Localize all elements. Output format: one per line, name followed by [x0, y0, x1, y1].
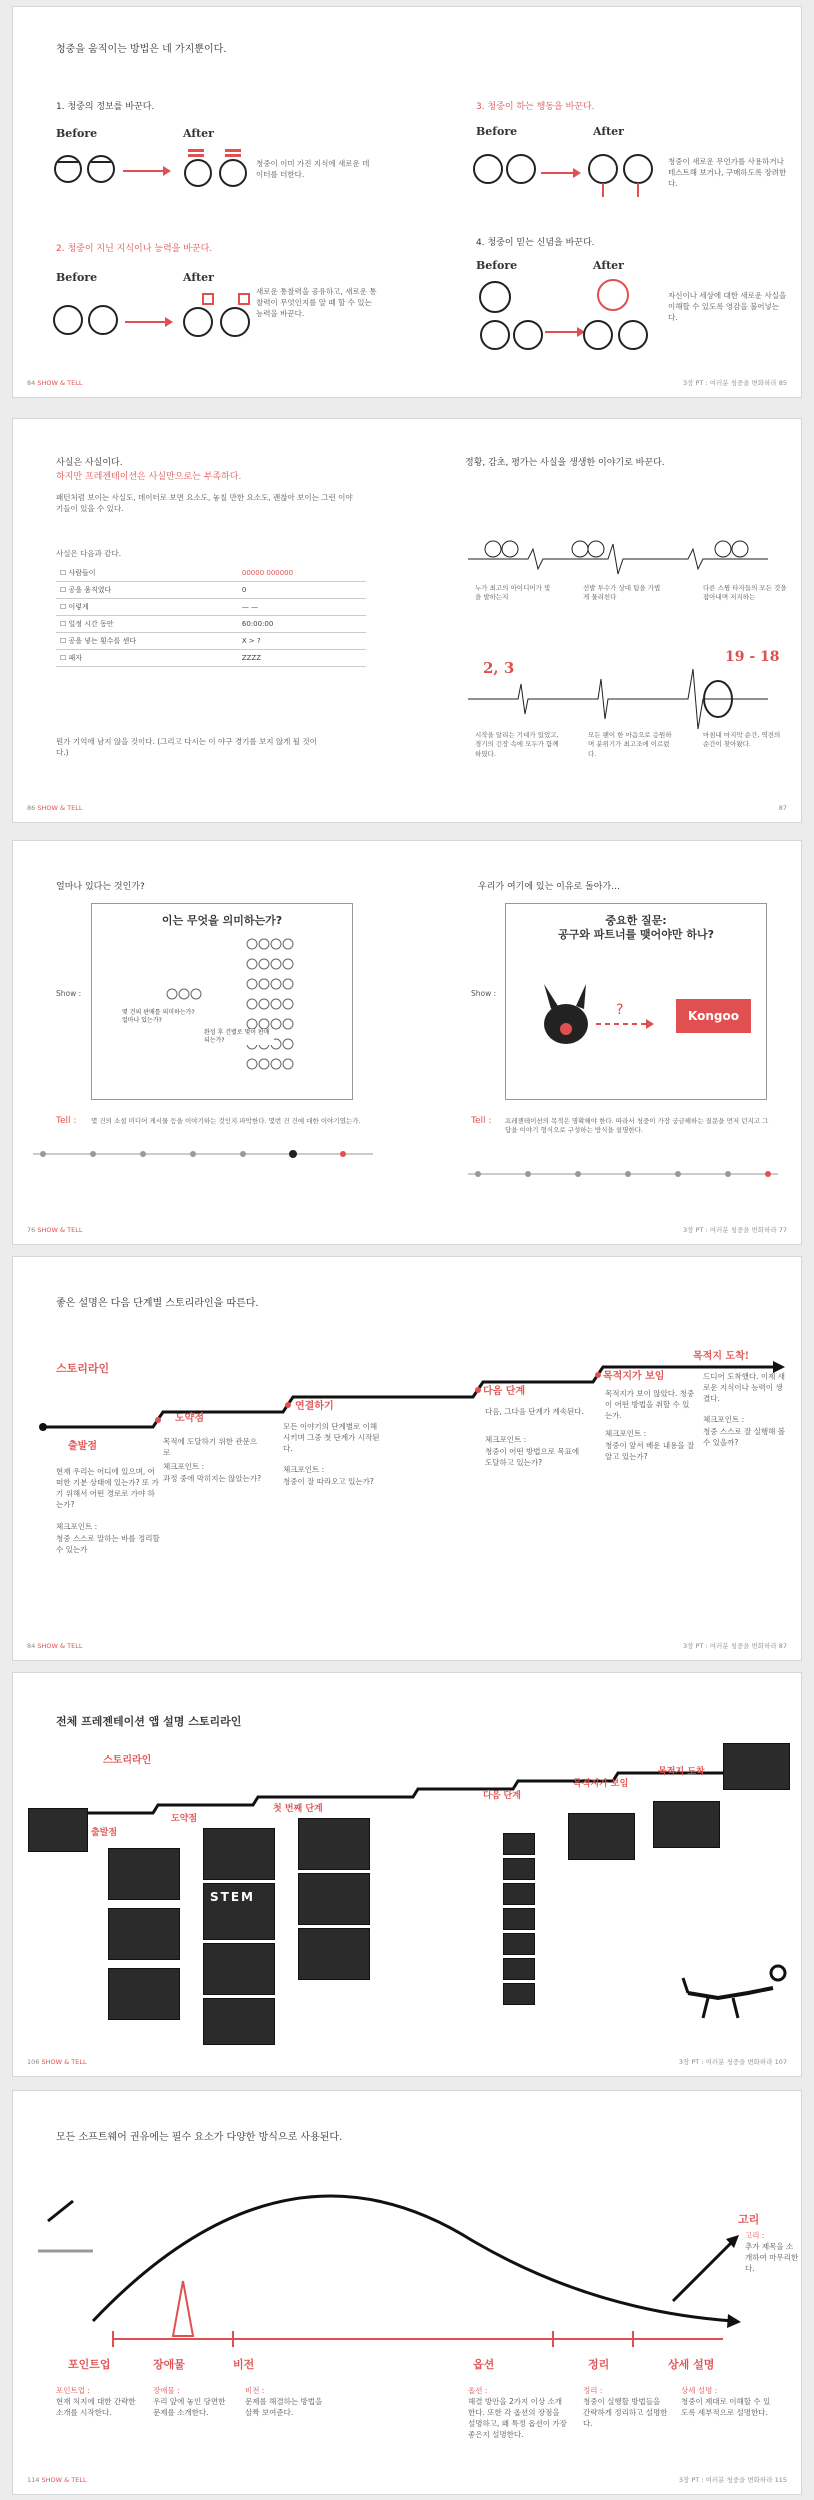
slide-thumbnail [503, 1858, 535, 1880]
slide-thumbnail [568, 1813, 635, 1860]
tell-label-right: Tell : [471, 1116, 492, 1126]
slide-thumbnail [28, 1808, 88, 1852]
facts-checklist [56, 565, 366, 667]
label-destination-arrived: 목적지 도착! [693, 1351, 750, 1362]
folio-right: 3장 PT : 여러분 청중을 변화하라 85 [683, 379, 787, 387]
slide-thumbnail [108, 1968, 180, 2020]
arc-label-summary: 정리 [588, 2358, 610, 2371]
check-label-6: 체크포인트 : [703, 1415, 745, 1424]
slide-thumbnail [298, 1873, 370, 1925]
after-label-4: After [593, 259, 624, 272]
slide-thumbnail [503, 1958, 535, 1980]
step-text-4: 다음, 그다음 단계가 계속된다. [485, 1407, 584, 1416]
label-next-step: 다음 단계 [483, 1386, 526, 1397]
folio-left: 86 SHOW & TELL [27, 804, 83, 812]
tell-label: Tell : [56, 1116, 77, 1126]
heading-facts: 사실은 사실이다. [56, 458, 123, 468]
item-2-title: 2. 청중이 지닌 지식이나 능력을 바꾼다. [56, 244, 213, 254]
after-label: After [183, 127, 214, 140]
slide-important-question [505, 903, 767, 1100]
label-jump: 도약점 [175, 1413, 204, 1424]
slide-note-2: 완성 후 건별로 몇이 판매되는가? [204, 1029, 274, 1045]
progress-timeline-left [33, 1146, 393, 1166]
slide-note-1: 몇 건의 판매를 의미하는가? 얼마나 있는가? [122, 1009, 195, 1024]
elements-heading: 모든 소프트웨어 권유에는 필수 요소가 다양한 방식으로 사용된다. [56, 2132, 343, 2143]
app-label-jump: 도약점 [171, 1814, 198, 1824]
rabbit-mascot-icon [536, 984, 666, 1054]
slide-question-title-b: 공구와 파트너를 맺어야만 하나? [557, 928, 714, 941]
checklist-row: ☐ 사람들이 00000 000000 [56, 565, 366, 582]
check-text-6: 청중 스스로 잘 실행해 볼 수 있을까? [703, 1427, 785, 1447]
story-caption-5: 모든 팬이 한 마음으로 응원하며 분위기가 최고조에 이르렀다. [588, 731, 672, 758]
check-text-3: 청중이 잘 따라오고 있는가? [283, 1477, 374, 1486]
folio-left: 114 SHOW & TELL [27, 2476, 87, 2484]
story-caption-6: 마침내 마지막 순간, 역전의 순간이 찾아왔다. [703, 731, 781, 749]
arc-label-detail: 상세 설명 [668, 2358, 715, 2371]
folio-left: 84 SHOW & TELL [27, 1642, 83, 1650]
right-question: 우리가 여기에 있는 이유로 돌아가… [478, 882, 621, 892]
check-label-2: 체크포인트 : [163, 1462, 205, 1471]
intro-text: 청중을 움직이는 방법은 네 가지뿐이다. [56, 44, 227, 55]
folio-left: 106 SHOW & TELL [27, 2058, 87, 2066]
spread-2 [12, 418, 802, 823]
def-summary: 정리 : 청중이 실행할 방법들을 간략하게 정리하고 설명한다. [583, 2386, 668, 2428]
arc-label-options: 옵션 [473, 2358, 495, 2371]
item-3-desc: 청중이 새로운 무언가를 사용하거나 테스트해 보거나, 구매하도록 장려한다. [668, 157, 787, 188]
after-label-3: After [593, 125, 624, 138]
arc-label-vision: 비전 [233, 2358, 255, 2371]
spread-6 [12, 2090, 802, 2495]
left-tell-text: 몇 건의 소셜 미디어 게시물 등을 이야기하는 것인지 파악한다. 몇번 건 건에 대한 이야기였는가. [91, 1117, 361, 1125]
show-label: Show : [56, 989, 82, 998]
before-label: Before [56, 127, 98, 140]
stick-figure-leap-icon [678, 1953, 788, 2023]
heading-story: 정황, 감초, 평가는 사실을 생생한 이야기로 바꾼다. [465, 458, 665, 468]
slide-stem [203, 1883, 275, 1940]
check-text-5: 청중이 앞서 배운 내용을 잘 알고 있는가? [605, 1441, 695, 1461]
item-1-title: 1. 청중의 정보를 바꾼다. [56, 102, 155, 112]
folio-right: 87 [778, 804, 787, 812]
app-label-start: 출발점 [91, 1828, 118, 1838]
slide-thumbnail [723, 1743, 790, 1790]
show-label-right: Show : [471, 989, 497, 998]
app-label-visible: 목적지가 보임 [573, 1779, 629, 1789]
before-label-3: Before [476, 125, 518, 138]
step-text-2: 목적에 도달하기 위한 관문으로 [163, 1437, 258, 1457]
spread-1 [12, 6, 802, 398]
def-obstacle: 장애물 : 우리 앞에 놓인 당면한 문제를 소개한다. [153, 2386, 226, 2417]
step-text-5: 목적지가 보이 않았다. 청중이 어떤 방법을 취할 수 있는가. [605, 1389, 695, 1420]
folio-left: 84 SHOW & TELL [27, 379, 83, 387]
item-1-desc: 청중이 이미 가진 지식에 새로운 데이터를 더한다. [256, 159, 370, 179]
slide-meaning-title: 이는 무엇을 의미하는가? [161, 914, 283, 927]
spread-3 [12, 840, 802, 1245]
slide-thumbnail [503, 1833, 535, 1855]
spread-4 [12, 1256, 802, 1661]
label-destination-visible: 목적지가 보임 [603, 1371, 665, 1382]
def-vision: 비전 : 문제를 해결하는 방법을 살짝 보여준다. [245, 2386, 323, 2417]
step-text-3: 모든 이야기의 단계별로 이해시키며 그중 첫 단계가 시작된다. [283, 1422, 380, 1453]
face-illustration-3 [473, 145, 663, 200]
before-label-4: Before [476, 259, 518, 272]
slide-meaning [91, 903, 353, 1100]
arc-label-pointup: 포인트업 [68, 2358, 111, 2371]
item-2-desc: 새로운 통찰력을 공유하고, 새로운 통찰력이 무엇인지를 알 때 할 수 있는 능력을 바꾼다. [256, 287, 377, 318]
checklist-row: ☐ 공을 움직였다 0 [56, 582, 366, 599]
check-text-2: 과정 중에 막히지는 않았는가? [163, 1474, 262, 1483]
face-illustration-1 [53, 147, 253, 197]
progress-timeline-right [468, 1166, 798, 1186]
after-label-2: After [183, 271, 214, 284]
arc-label-loop: 고리 [738, 2213, 760, 2226]
slide-thumbnail [503, 1908, 535, 1930]
heading-not-enough: 하지만 프레젠테이션은 사실만으로는 부족하다. [56, 472, 242, 482]
slide-thumbnail [203, 1943, 275, 1995]
def-loop: 고리 : 추가 제목을 소개하여 마무리한다. [745, 2231, 799, 2273]
svg-text:?: ? [616, 1002, 624, 1018]
label-start: 출발점 [68, 1441, 97, 1452]
checklist-title: 사실은 다음과 같다. [56, 549, 122, 558]
check-text-1: 청중 스스로 말하는 바를 정리할 수 있는가 [56, 1534, 160, 1554]
left-question: 얼마나 있다는 것인가? [56, 882, 145, 892]
app-label-next-step: 다음 단계 [483, 1791, 521, 1801]
checklist-row: ☐ 공을 넣는 횟수를 센다 X > ? [56, 633, 366, 650]
arc-label-obstacle: 장애물 [153, 2358, 185, 2371]
folio-right: 3장 PT : 여러분 청중을 변화하라 107 [678, 2058, 787, 2066]
slide-thumbnail [203, 1828, 275, 1880]
slide-thumbnail [108, 1908, 180, 1960]
check-label-1: 체크포인트 : [56, 1522, 98, 1531]
slide-thumbnail [653, 1801, 720, 1848]
face-illustration-2 [53, 292, 253, 347]
slide-question-title-a: 중요한 질문: [605, 914, 667, 927]
folio-right: 3장 PT : 여러분 청중을 변화하라 115 [678, 2476, 787, 2484]
folio-right: 3장 PT : 여러분 청중을 변화하라 87 [683, 1642, 787, 1650]
check-label-4: 체크포인트 : [485, 1435, 527, 1444]
slide-thumbnail [298, 1928, 370, 1980]
before-label-2: Before [56, 271, 98, 284]
def-options: 옵션 : 해결 방안을 2가지 이상 소개한다. 또한 각 옵션의 장점을 설명하고, 왜 특정 옵션이 가장 좋은지 설명한다. [468, 2386, 567, 2439]
app-label-storyline: 스토리라인 [103, 1755, 152, 1766]
step-text-1: 현재 우리는 어디에 있으며, 어떠한 기분 상태에 있는가? 또 가기 위해서 어떤 경로로 가야 하는가? [56, 1467, 159, 1509]
checklist-row: ☐ 이렇게 — — [56, 599, 366, 616]
checklist-row: ☐ 일정 시간 동안 60:00:00 [56, 616, 366, 633]
app-label-first-step: 첫 번째 단계 [273, 1804, 323, 1814]
checklist-row: ☐ 패자 ZZZZ [56, 650, 366, 667]
story-caption-2: 선발 투수가 상대 팀을 가볍게 물리친다 [583, 584, 661, 602]
slide-stem-word: STEM [210, 1890, 255, 1904]
item-3-title: 3. 청중이 하는 행동을 바꾼다. [476, 102, 595, 112]
storyline-heading: 좋은 설명은 다음 단계별 스토리라인을 따른다. [56, 1298, 259, 1309]
story-caption-1: 누가 최고의 아이디어가 빛을 발하는지 [475, 584, 551, 602]
elements-arc-diagram [33, 2151, 793, 2361]
face-illustration-4 [473, 277, 663, 357]
story-caption-4: 시작을 알리는 기대가 있었고, 경기의 긴장 속에 모두가 함께하였다. [475, 731, 559, 758]
check-text-4: 청중이 어떤 방법으로 목표에 도달하고 있는가? [485, 1447, 580, 1467]
item-4-desc: 자신이나 세상에 대한 새로운 사실을 이해할 수 있도록 영감을 불어넣는다. [668, 291, 787, 322]
label-connect: 연결하기 [295, 1401, 334, 1412]
def-detail: 상세 설명 : 청중이 제대로 이해할 수 있도록 세부적으로 설명한다. [681, 2386, 771, 2417]
step-text-6: 드디어 도착했다. 이제 새로운 지식이나 능력이 생겼다. [703, 1372, 785, 1403]
folio-right: 3장 PT : 여러분 청중을 변화하라 77 [683, 1226, 787, 1234]
def-pointup: 포인트업 : 현재 처지에 대한 간략한 소개를 시작한다. [56, 2386, 136, 2417]
right-tell-text: 프레젠테이션의 목적은 명확해야 한다. 따라서 청중이 가장 궁금해하는 질문을 먼저 던지고 그 답을 이야기 형식으로 구성하는 방식을 설명한다. [505, 1117, 769, 1135]
check-label-5: 체크포인트 : [605, 1429, 647, 1438]
spread-5 [12, 1672, 802, 2077]
item-4-title: 4. 청중이 믿는 신념을 바꾼다. [476, 238, 595, 248]
app-label-arrived: 목적지 도착 [658, 1767, 705, 1777]
slide-thumbnail [503, 1883, 535, 1905]
slide-thumbnail [503, 1933, 535, 1955]
slide-thumbnail [108, 1848, 180, 1900]
facts-body: 패턴처럼 보이는 사실도, 데이터로 보면 요소도, 놓칠 만한 요소도, 괜찮아 보이는 그런 이야기들이 있을 수 있다. [56, 493, 353, 513]
app-storyline-heading: 전체 프레젠테이션 앱 설명 스토리라인 [56, 1715, 242, 1728]
score-b: 19 - 18 [725, 649, 780, 665]
kongoo-logo: Kongoo [676, 999, 751, 1033]
story-caption-3: 다른 스윙 타자들의 모든 것을 잡아내며 저지하는 [703, 584, 787, 602]
label-storyline: 스토리라인 [56, 1362, 110, 1375]
check-label-3: 체크포인트 : [283, 1465, 325, 1474]
slide-thumbnail [203, 1998, 275, 2045]
slide-thumbnail [503, 1983, 535, 2005]
score-a: 2, 3 [483, 659, 515, 677]
folio-left: 76 SHOW & TELL [27, 1226, 83, 1234]
facts-bottom: 뭔가 기억에 남지 않을 것이다. (그리고 다시는 이 야구 경기를 보지 않게 될 것이다.) [56, 737, 317, 757]
slide-thumbnail [298, 1818, 370, 1870]
